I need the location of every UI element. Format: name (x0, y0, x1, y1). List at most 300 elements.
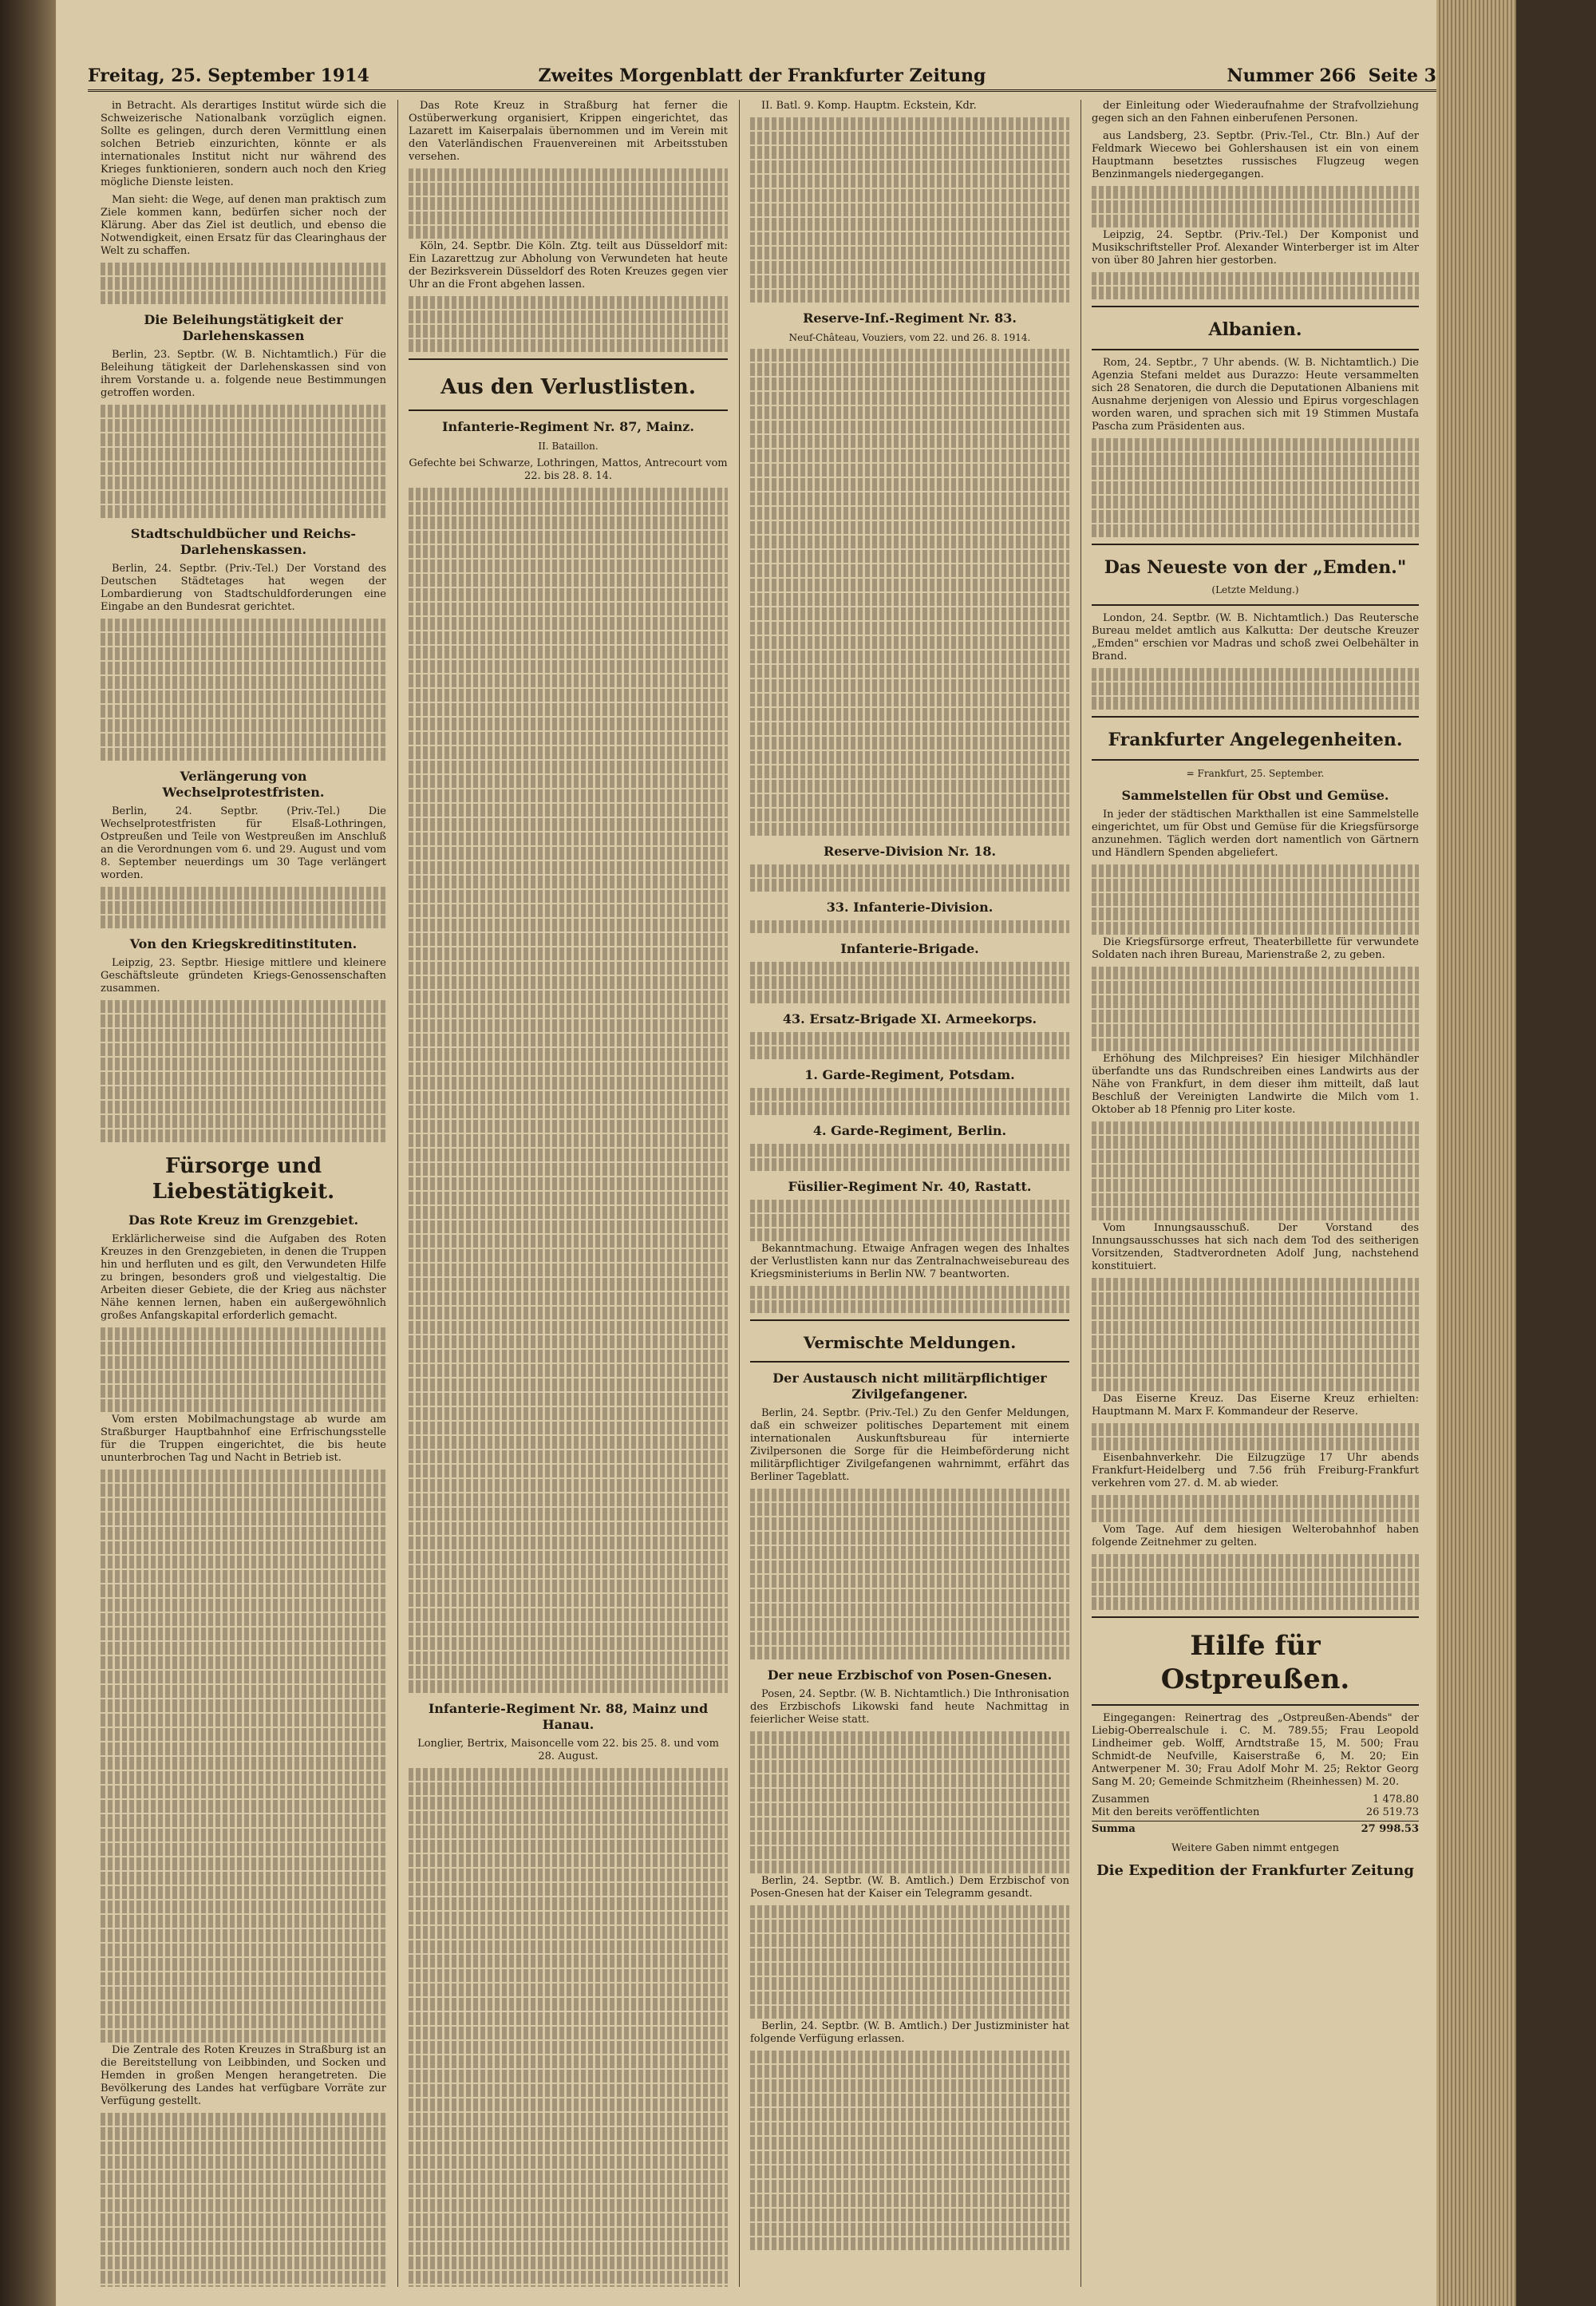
headline-box (1092, 306, 1419, 350)
dateline: = Frankfurt, 25. September. (1186, 768, 1325, 779)
text-line-placeholder (409, 1537, 728, 1549)
text-line-placeholder (750, 378, 1069, 390)
text-line-placeholder (409, 2199, 728, 2212)
text-line-placeholder (750, 1992, 1069, 2004)
article-paragraph: Berlin, 24. Septbr. (W. B. Amtlich.) Dem Erzbischof von Posen-Gnesen hat der Kaiser ein Telegramm gesandt. (750, 1875, 1069, 1900)
text-line-placeholder (409, 1192, 728, 1204)
text-line-placeholder (1092, 496, 1419, 508)
text-line-placeholder (101, 1043, 386, 1056)
text-line-placeholder (750, 1589, 1069, 1602)
text-line-placeholder (409, 1984, 728, 1996)
text-line-placeholder (750, 962, 1069, 975)
text-line-placeholder (409, 2070, 728, 2083)
article-heading: Der Austausch nicht militärpflichtiger Zivilgefangener. (772, 1371, 1047, 1402)
text-line-placeholder (409, 1034, 728, 1046)
text-line-placeholder (750, 1102, 1069, 1115)
text-line-placeholder (750, 132, 1069, 144)
text-line-placeholder (409, 761, 728, 773)
text-line-placeholder (409, 1897, 728, 1910)
text-line-placeholder (409, 947, 728, 960)
sum-row (1092, 1806, 1419, 1819)
article-paragraph: aus Landsberg, 23. Septbr. (Priv.-Tel., Ctr. Bln.) Auf der Feldmark Wiecewo bei Gohlershausen ist ein von einem Hauptmann besetztes russisches Flugzeug wegen Benzinmangels niedergegangen. (1092, 130, 1419, 180)
text-line-placeholder (409, 1292, 728, 1305)
text-line-placeholder (101, 1356, 386, 1369)
text-line-placeholder (750, 232, 1069, 245)
battle-note: Gefechte bei Schwarze, Lothringen, Mattos, Antrecourt vom 22. bis 28. 8. 14. (409, 457, 728, 482)
text-line-placeholder (750, 275, 1069, 288)
text-line-placeholder (101, 1642, 386, 1655)
text-line-placeholder (409, 962, 728, 975)
text-line-placeholder (409, 1120, 728, 1133)
text-line-placeholder (750, 117, 1069, 130)
article-heading: Der neue Erzbischof von Posen-Gnesen. (767, 1667, 1053, 1683)
text-line-placeholder (750, 2006, 1069, 2019)
text-line-placeholder (101, 1757, 386, 1770)
text-line-placeholder (409, 818, 728, 831)
text-line-placeholder (101, 1714, 386, 1727)
text-line-placeholder (750, 2051, 1069, 2063)
text-line-placeholder (409, 775, 728, 788)
text-line-placeholder (750, 392, 1069, 405)
text-line-placeholder (409, 1077, 728, 1090)
text-line-placeholder (409, 1422, 728, 1434)
text-line-placeholder (101, 1584, 386, 1597)
text-line-placeholder (409, 516, 728, 529)
text-line-placeholder (750, 1517, 1069, 1530)
text-line-placeholder (409, 1969, 728, 1982)
text-line-placeholder (101, 1029, 386, 1042)
regiment-heading: Füsilier-Regiment Nr. 40, Rastatt. (788, 1179, 1032, 1194)
text-line-placeholder (101, 2185, 386, 2197)
regiment-heading: 1. Garde-Regiment, Potsdam. (804, 1067, 1015, 1082)
article-paragraph: Posen, 24. Septbr. (W. B. Nichtamtlich.) Die Inthronisation des Erzbischofs Likowski fand heute Nachmittag in feierlicher Weise statt. (750, 1688, 1069, 1726)
text-line-placeholder (101, 1699, 386, 1712)
section-heading: Das Neueste von der „Emden." (1104, 557, 1407, 578)
text-line-placeholder (750, 1905, 1069, 1918)
text-line-placeholder (1092, 215, 1419, 227)
text-line-placeholder (750, 809, 1069, 821)
donation-list: Eingegangen: Reinertrag des „Ostpreußen-Abends" der Liebig-Oberrealschule i. C. M. 789.55; Frau Leopold Lindheimer geb. Wolff, Arndtstraße 15, M. 500; Frau Schmidt-de Neufville, Kaiserstraße 6, M. 20; Ein Antwerpener M. 30; Frau Adolf Mohr M. 25; Rektor Georg Sang M. 20; Gemeinde Schmitzheim (Rheinhessen) M. 20. (1092, 1712, 1419, 1788)
text-line-placeholder (101, 433, 386, 446)
text-line-placeholder (409, 1465, 728, 1477)
text-line-placeholder (409, 1264, 728, 1276)
text-line-placeholder (409, 2055, 728, 2068)
headline-box (1092, 544, 1419, 606)
text-line-placeholder (409, 2027, 728, 2039)
column-2 (409, 100, 728, 2287)
text-line-placeholder (409, 1436, 728, 1449)
text-line-placeholder (101, 2271, 386, 2284)
text-line-placeholder (750, 1503, 1069, 1516)
text-line-placeholder (101, 1000, 386, 1013)
text-line-placeholder (101, 1915, 386, 1928)
text-line-placeholder (750, 679, 1069, 692)
text-line-placeholder (1092, 510, 1419, 523)
text-line-placeholder (101, 1086, 386, 1099)
text-line-placeholder (750, 478, 1069, 491)
text-line-placeholder (409, 2170, 728, 2183)
text-line-placeholder (750, 780, 1069, 793)
text-line-placeholder (409, 1508, 728, 1521)
text-line-placeholder (1092, 879, 1419, 892)
text-line-placeholder (101, 1958, 386, 1971)
text-line-placeholder (101, 1469, 386, 1482)
text-line-placeholder (750, 607, 1069, 620)
article-paragraph: Eisenbahnverkehr. Die Eilzugzüge 17 Uhr abends Frankfurt-Heidelberg und 7.56 früh Freiburg-Frankfurt verkehren vom 27. d. M. ab wieder. (1092, 1452, 1419, 1489)
sum-label: Zusammen (1092, 1794, 1150, 1806)
text-line-placeholder (101, 1685, 386, 1698)
text-line-placeholder (409, 1854, 728, 1867)
text-line-placeholder (1092, 1364, 1419, 1377)
article-paragraph: Die Kriegsfürsorge erfreut, Theaterbillette für verwundete Soldaten nach ihren Bureau, Marienstraße 2, zu geben. (1092, 936, 1419, 961)
text-line-placeholder (101, 1872, 386, 1885)
text-line-placeholder (409, 1955, 728, 1968)
text-line-placeholder (409, 1479, 728, 1492)
text-line-placeholder (750, 751, 1069, 764)
text-line-placeholder (1092, 1038, 1419, 1051)
text-line-placeholder (750, 406, 1069, 419)
text-line-placeholder (101, 887, 386, 900)
text-line-placeholder (750, 521, 1069, 534)
section-heading: Albanien. (1208, 319, 1302, 340)
text-line-placeholder (750, 1731, 1069, 1744)
text-line-placeholder (409, 789, 728, 802)
text-line-placeholder (409, 2213, 728, 2226)
text-line-placeholder (750, 1920, 1069, 1932)
text-line-placeholder (409, 1163, 728, 1176)
text-line-placeholder (101, 2285, 386, 2287)
text-line-placeholder (1092, 1024, 1419, 1037)
text-line-placeholder (101, 1829, 386, 1841)
text-line-placeholder (750, 1632, 1069, 1645)
text-line-placeholder (750, 1861, 1069, 1873)
text-line-placeholder (750, 2209, 1069, 2221)
text-line-placeholder (101, 2142, 386, 2154)
text-line-placeholder (750, 464, 1069, 477)
sum-value: 26 519.73 (1365, 1806, 1419, 1818)
text-line-placeholder (101, 448, 386, 461)
regiment-heading: Reserve-Inf.-Regiment Nr. 83. (803, 310, 1017, 326)
masthead (88, 62, 1436, 92)
text-line-placeholder (409, 168, 728, 181)
text-line-placeholder (101, 1527, 386, 1540)
text-line-placeholder (1092, 995, 1419, 1008)
text-line-placeholder (750, 189, 1069, 202)
column-rule (739, 100, 740, 2287)
text-line-placeholder (750, 1489, 1069, 1501)
text-line-placeholder (750, 879, 1069, 892)
text-line-placeholder (409, 1666, 728, 1679)
text-line-placeholder (101, 1771, 386, 1784)
book-binding (0, 0, 56, 2306)
text-line-placeholder (409, 746, 728, 759)
text-line-placeholder (409, 847, 728, 860)
text-line-placeholder (409, 1797, 728, 1810)
article-paragraph: Leipzig, 24. Septbr. (Priv.-Tel.) Der Komponist und Musikschriftsteller Prof. Alexander Winterberger ist im Alter von über 80 Jahren hier gestorben. (1092, 229, 1419, 267)
article-paragraph: Köln, 24. Septbr. Die Köln. Ztg. teilt aus Düsseldorf mit: Ein Lazarettzug zur Abholung von Verwundeten hat heute der Bezirksverein Düsseldorf des Roten Kreuzes gegen vier Uhr an die Front abgehen lassen. (409, 240, 728, 291)
text-line-placeholder (750, 492, 1069, 505)
text-line-placeholder (409, 1840, 728, 1853)
text-line-placeholder (750, 1300, 1069, 1313)
text-line-placeholder (101, 1342, 386, 1355)
section-heading: Vermischte Meldungen. (803, 1333, 1017, 1352)
text-line-placeholder (1092, 1321, 1419, 1334)
text-line-placeholder (409, 1811, 728, 1824)
article-paragraph: Vom Tage. Auf dem hiesigen Welterobahnhof haben folgende Zeitnehmer zu gelten. (1092, 1524, 1419, 1549)
text-line-placeholder (1092, 922, 1419, 935)
text-line-placeholder (1092, 1350, 1419, 1363)
sum-label: Mit den bereits veröffentlichten (1092, 1806, 1260, 1818)
text-line-placeholder (409, 1883, 728, 1896)
article-paragraph: Die Zentrale des Roten Kreuzes in Straßburg ist an die Bereitstellung von Leibbinden, und Socken und Hemden in großen Mengen herangetreten. Die Bevölkerung des Landes hat verfügbare Vorräte zur Verfügung gestellt. (101, 2044, 386, 2107)
text-line-placeholder (750, 1144, 1069, 1157)
text-line-placeholder (101, 1115, 386, 1128)
article-paragraph: in Betracht. Als derartiges Institut würde sich die Schweizerische Nationalbank vorzüglich eignen. Sollte es gelingen, durch deren Vermittlung einen solchen Betrieb einzurichten, könnte er als internationales Institut nicht nur während des Krieges funktionieren, sondern auch noch den Krieg mögliche Dienste leisten. (101, 100, 386, 188)
text-line-placeholder (101, 2113, 386, 2126)
text-line-placeholder (1092, 453, 1419, 465)
text-line-placeholder (409, 1307, 728, 1319)
text-line-placeholder (1092, 893, 1419, 906)
text-line-placeholder (409, 646, 728, 659)
text-line-placeholder (409, 502, 728, 515)
text-line-placeholder (409, 1019, 728, 1032)
text-line-placeholder (409, 574, 728, 587)
text-line-placeholder (101, 1498, 386, 1511)
text-line-placeholder (750, 1818, 1069, 1830)
text-line-placeholder (750, 1948, 1069, 1961)
text-line-placeholder (750, 1532, 1069, 1545)
text-line-placeholder (750, 2137, 1069, 2150)
text-line-placeholder (750, 665, 1069, 678)
text-line-placeholder (750, 1200, 1069, 1212)
text-line-placeholder (750, 204, 1069, 216)
text-line-placeholder (409, 1565, 728, 1578)
text-line-placeholder (409, 1782, 728, 1795)
text-line-placeholder (750, 2094, 1069, 2106)
text-line-placeholder (409, 1522, 728, 1535)
text-line-placeholder (750, 1760, 1069, 1773)
text-line-placeholder (750, 2122, 1069, 2135)
text-line-placeholder (409, 933, 728, 946)
text-line-placeholder (101, 2213, 386, 2226)
text-line-placeholder (1092, 682, 1419, 695)
text-line-placeholder (1092, 981, 1419, 994)
article-paragraph: Berlin, 24. Septbr. (Priv.-Tel.) Die Wechselprotestfristen für Elsaß-Lothringen, Ostpreußen und Teile von Westpreußen im Anschluß an die Verordnungen vom 6. und 29. August und vom 8. September neuerdings um 30 Tage verlängert worden. (101, 805, 386, 881)
text-line-placeholder (101, 1929, 386, 1942)
text-line-placeholder (1092, 1495, 1419, 1508)
text-line-placeholder (101, 1987, 386, 1999)
text-line-placeholder (101, 916, 386, 928)
text-line-placeholder (750, 1032, 1069, 1045)
text-line-placeholder (1092, 524, 1419, 537)
section-heading: Frankfurter Angelegenheiten. (1108, 730, 1403, 750)
text-line-placeholder (750, 593, 1069, 606)
notice-paragraph: Bekanntmachung. Etwaige Anfragen wegen des Inhaltes der Verlustlisten kann nur das Zentralnachweisebureau des Kriegsministeriums in Berlin NW. 7 beantworten. (750, 1243, 1069, 1280)
column-rule (1080, 100, 1081, 2287)
text-line-placeholder (101, 662, 386, 674)
text-line-placeholder (750, 1846, 1069, 1859)
text-line-placeholder (409, 919, 728, 931)
text-line-placeholder (1092, 1509, 1419, 1522)
text-line-placeholder (409, 1206, 728, 1219)
article-paragraph: Berlin, 24. Septbr. (Priv.-Tel.) Zu den Genfer Meldungen, daß ein schweizer politisches Departement mit einem internationalen Auskunftsbureau für internierte Zivilpersonen die Sorge für die Heimbeförderung nicht militärpflichtiger Zivilgefangenen wahrnimmt, erfährt das Berliner Tageblatt. (750, 1407, 1069, 1483)
text-line-placeholder (409, 1335, 728, 1348)
text-line-placeholder (101, 263, 386, 275)
text-line-placeholder (750, 1934, 1069, 1947)
text-line-placeholder (101, 748, 386, 761)
text-line-placeholder (409, 1623, 728, 1636)
sum-value: 27 998.53 (1361, 1823, 1419, 1835)
text-line-placeholder (101, 705, 386, 718)
text-line-placeholder (409, 2098, 728, 2111)
text-line-placeholder (1092, 438, 1419, 451)
text-line-placeholder (409, 296, 728, 309)
regiment-heading: Infanterie-Regiment Nr. 87, Mainz. (442, 419, 694, 434)
regiment-heading: 4. Garde-Regiment, Berlin. (812, 1123, 1007, 1138)
text-line-placeholder (750, 920, 1069, 933)
text-line-placeholder (409, 2257, 728, 2269)
text-line-placeholder (1092, 1121, 1419, 1134)
text-line-placeholder (750, 349, 1069, 362)
text-line-placeholder (101, 419, 386, 432)
text-line-placeholder (101, 2199, 386, 2212)
article-paragraph: London, 24. Septbr. (W. B. Nichtamtlich.) Das Reutersche Bureau meldet amtlich aus Kalkutta: Der deutsche Kreuzer „Emden" erschien vor Madras und schoß zwei Oelbehälter in Brand. (1092, 612, 1419, 663)
masthead-edition: Zweites Morgenblatt der Frankfurter Zeitung (538, 65, 986, 86)
text-line-placeholder (750, 1158, 1069, 1171)
column-4 (1092, 100, 1419, 2287)
text-line-placeholder (101, 291, 386, 304)
text-line-placeholder (101, 1385, 386, 1398)
text-line-placeholder (409, 2271, 728, 2284)
text-line-placeholder (409, 660, 728, 673)
text-line-placeholder (750, 1046, 1069, 1059)
text-line-placeholder (101, 719, 386, 732)
text-line-placeholder (409, 2012, 728, 2025)
text-line-placeholder (750, 1789, 1069, 1802)
text-line-placeholder (409, 1998, 728, 2011)
text-line-placeholder (409, 1048, 728, 1061)
division-heading: Reserve-Division Nr. 18. (823, 844, 997, 859)
text-line-placeholder (750, 2194, 1069, 2207)
text-line-placeholder (750, 1803, 1069, 1816)
text-line-placeholder (101, 405, 386, 417)
text-line-placeholder (1092, 864, 1419, 877)
text-line-placeholder (1092, 1292, 1419, 1305)
text-line-placeholder (750, 564, 1069, 577)
text-line-placeholder (750, 722, 1069, 735)
subheading: (Letzte Meldung.) (1211, 584, 1299, 595)
text-line-placeholder (101, 1072, 386, 1085)
text-line-placeholder (101, 1901, 386, 1913)
text-line-placeholder (750, 2065, 1069, 2078)
division-heading: 33. Infanterie-Division. (826, 900, 994, 915)
page-number: Seite 3 (1368, 65, 1436, 86)
text-line-placeholder (101, 1728, 386, 1741)
text-line-placeholder (750, 694, 1069, 706)
text-line-placeholder (750, 1088, 1069, 1101)
text-line-placeholder (101, 901, 386, 914)
headline-box (409, 358, 728, 411)
text-line-placeholder (101, 1599, 386, 1612)
text-line-placeholder (409, 631, 728, 644)
text-line-placeholder (409, 1062, 728, 1075)
text-line-placeholder (750, 1214, 1069, 1227)
text-line-placeholder (409, 1005, 728, 1018)
text-line-placeholder (1092, 1136, 1419, 1149)
footer-note: Weitere Gaben nimmt entgegen (1171, 1842, 1339, 1854)
text-line-placeholder (409, 2041, 728, 2054)
text-line-placeholder (1092, 908, 1419, 920)
text-line-placeholder (101, 1843, 386, 1856)
text-line-placeholder (750, 622, 1069, 635)
text-line-placeholder (101, 1944, 386, 1956)
text-line-placeholder (409, 212, 728, 224)
text-line-placeholder (101, 1671, 386, 1683)
text-line-placeholder (750, 765, 1069, 778)
text-line-placeholder (1092, 272, 1419, 285)
text-line-placeholder (409, 1350, 728, 1363)
text-line-placeholder (750, 2079, 1069, 2092)
text-line-placeholder (409, 732, 728, 745)
text-line-placeholder (750, 976, 1069, 989)
text-line-placeholder (1092, 1010, 1419, 1022)
text-line-placeholder (101, 505, 386, 518)
text-line-placeholder (409, 310, 728, 323)
text-line-placeholder (750, 2180, 1069, 2193)
text-line-placeholder (750, 421, 1069, 433)
regiment-heading: Infanterie-Regiment Nr. 88, Mainz und Hanau. (428, 1701, 709, 1732)
battalion-subheading: II. Bataillon. (538, 441, 598, 452)
text-line-placeholder (750, 579, 1069, 591)
text-line-placeholder (101, 1972, 386, 1985)
text-line-placeholder (409, 876, 728, 888)
text-line-placeholder (409, 833, 728, 845)
text-line-placeholder (409, 1220, 728, 1233)
article-paragraph: Erhöhung des Milchpreises? Ein hiesiger Milchhändler überfandte uns das Rundschreiben eines Landwirts aus der Nähe von Frankfurt, in dem dieser ihm mitteilt, daß laut Beschluß der Vereinigten Landwirte die Milch vom 1. Oktober ab 18 Pfennig pro Liter koste. (1092, 1053, 1419, 1116)
text-line-placeholder (101, 1886, 386, 1899)
text-line-placeholder (409, 1637, 728, 1650)
text-line-placeholder (101, 676, 386, 689)
text-line-placeholder (1092, 200, 1419, 213)
article-paragraph: In jeder der städtischen Markthallen ist eine Sammelstelle eingerichtet, um für Obst und Gemüse für die Kriegsfürsorge anzunehmen. Täglich werden dort namentlich von Gärtnern und Händlern Spenden abgeliefert. (1092, 809, 1419, 859)
text-line-placeholder (750, 175, 1069, 188)
column-3 (750, 100, 1069, 2287)
brigade-heading: 43. Ersatz-Brigade XI. Armeekorps. (782, 1011, 1037, 1026)
text-line-placeholder (409, 588, 728, 601)
text-line-placeholder (1092, 1208, 1419, 1220)
text-line-placeholder (409, 226, 728, 239)
text-line-placeholder (1092, 668, 1419, 681)
article-paragraph: Das Eiserne Kreuz. Das Eiserne Kreuz erhielten: Hauptmann M. Marx F. Kommandeur der Reserve. (1092, 1393, 1419, 1418)
text-line-placeholder (409, 703, 728, 716)
text-line-placeholder (409, 2242, 728, 2255)
text-line-placeholder (409, 1149, 728, 1161)
text-line-placeholder (750, 550, 1069, 563)
text-line-placeholder (750, 1774, 1069, 1787)
text-line-placeholder (750, 1575, 1069, 1588)
text-line-placeholder (409, 1091, 728, 1104)
text-line-placeholder (101, 491, 386, 504)
text-line-placeholder (101, 1129, 386, 1142)
text-line-placeholder (101, 1015, 386, 1027)
text-line-placeholder (750, 160, 1069, 173)
text-line-placeholder (101, 619, 386, 631)
text-line-placeholder (1092, 1378, 1419, 1391)
sum-label: Summa (1092, 1823, 1136, 1835)
text-line-placeholder (409, 1450, 728, 1463)
text-line-placeholder (101, 2030, 386, 2043)
text-line-placeholder (101, 2127, 386, 2140)
